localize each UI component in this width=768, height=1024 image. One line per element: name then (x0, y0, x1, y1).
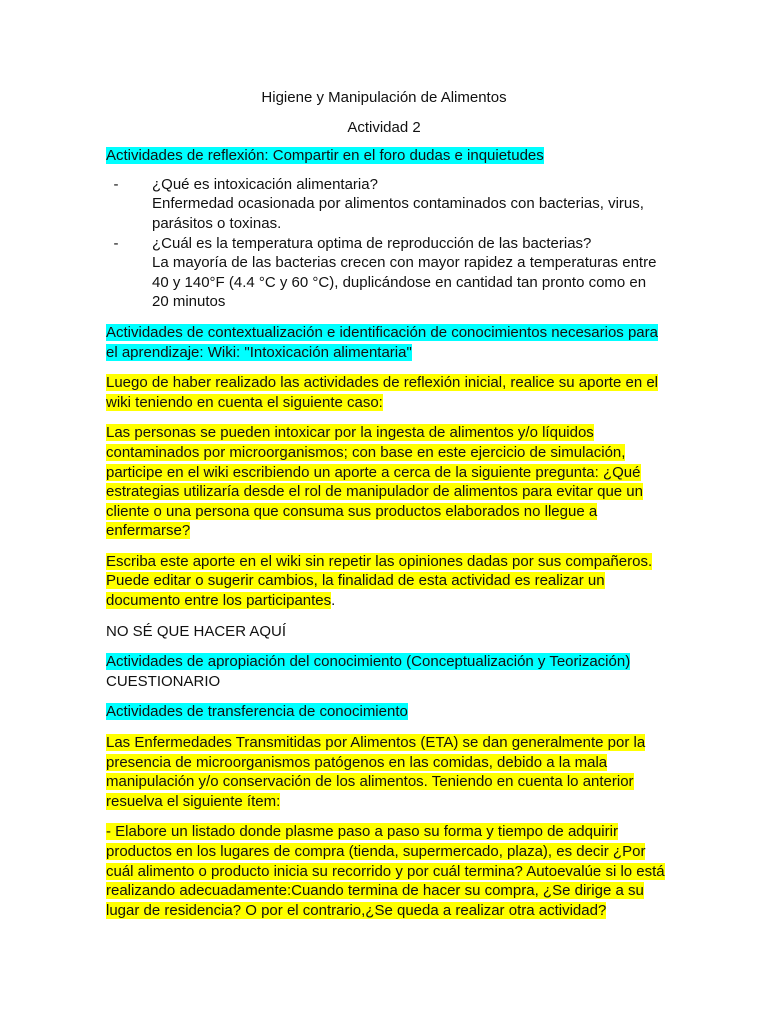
dash-bullet: - (113, 234, 119, 252)
section-transferencia-heading (106, 702, 666, 722)
question-text: ¿Qué es intoxicación alimentaria? (152, 175, 378, 193)
answer-text: Enfermedad ocasionada por alimentos contaminados con bacterias, virus, parásitos o toxinas. (152, 195, 644, 232)
yellow-highlight: Las personas se pueden intoxicar por la ingesta de alimentos y/o líquidos contaminados por microorganismos; con base en este ejercicio de simulación, participe en el wiki escribiendo un aporte a cerca de la siguiente pregunta: ¿Qué estrategias utilizaría desde el rol de manipulador de alimentos para evitar que un cliente o una persona que consuma sus productos elaborados no llegue a enfermarse? (106, 424, 643, 540)
transferencia-paragraph-1 (106, 733, 666, 811)
student-note: NO SÉ QUE HACER AQUÍ (106, 622, 287, 640)
document-title: Higiene y Manipulación de Alimentos (261, 89, 507, 106)
contextualizacion-paragraph-3 (106, 552, 666, 611)
dash-bullet: - (113, 175, 119, 193)
document-subtitle: Actividad 2 (347, 118, 421, 136)
list-item (106, 234, 666, 312)
reflexion-question-list (106, 175, 666, 312)
cyan-highlight: Actividades de reflexión: Compartir en el foro dudas e inquietudes (106, 147, 544, 165)
paragraph-period: . (331, 592, 336, 610)
yellow-highlight: - Elabore un listado donde plasme paso a paso su forma y tiempo de adquirir productos en los lugares de compra (tienda, supermercado, plaza), es decir ¿Por cuál alimento o producto inicia su recorrido y por cuál termina? Autoevalúe si lo está realizando adecuadamente:Cuando termina de hacer su compra, ¿Se dirige a su lugar de residencia? O por el contrario,¿Se queda a realizar otra actividad? (106, 823, 665, 919)
question-text: ¿Cuál es la temperatura optima de reproducción de las bacterias? (152, 234, 592, 252)
cyan-highlight: Actividades de transferencia de conocimiento (106, 703, 408, 721)
contextualizacion-paragraph-1 (106, 373, 666, 412)
contextualizacion-paragraph-2 (106, 423, 666, 541)
list-item (106, 175, 666, 234)
yellow-highlight: Las Enfermedades Transmitidas por Alimentos (ETA) se dan generalmente por la presencia de microorganismos patógenos en las comidas, debido a la mala manipulación y/o conservación de los alimentos. Teniendo en cuenta lo anterior resuelva el siguiente ítem: (106, 734, 646, 810)
cuestionario-label: CUESTIONARIO (106, 672, 221, 690)
yellow-highlight: Escriba este aporte en el wiki sin repetir las opiniones dadas por sus compañeros. Puede editar o sugerir cambios, la finalidad de esta actividad es realizar un documento entre los participantes (106, 552, 653, 610)
transferencia-paragraph-2 (106, 822, 666, 920)
section-contextualizacion-heading (106, 323, 666, 362)
yellow-highlight: Luego de haber realizado las actividades de reflexión inicial, realice su aporte en el wiki teniendo en cuenta el siguiente caso: (106, 374, 659, 411)
cyan-highlight: Actividades de contextualización e identificación de conocimientos necesarios para el aprendizaje: Wiki: "Intoxicación alimentaria" (106, 323, 658, 361)
document-body (106, 88, 666, 920)
cyan-highlight: Actividades de apropiación del conocimiento (Conceptualización y Teorización) (106, 653, 631, 671)
section-reflexion-heading (106, 146, 666, 166)
section-apropiacion-heading (106, 652, 666, 672)
answer-text: La mayoría de las bacterias crecen con mayor rapidez a temperaturas entre 40 y 140°F (4.4 °C y 60 °C), duplicándose en cantidad tan pronto como en 20 minutos (152, 254, 657, 311)
